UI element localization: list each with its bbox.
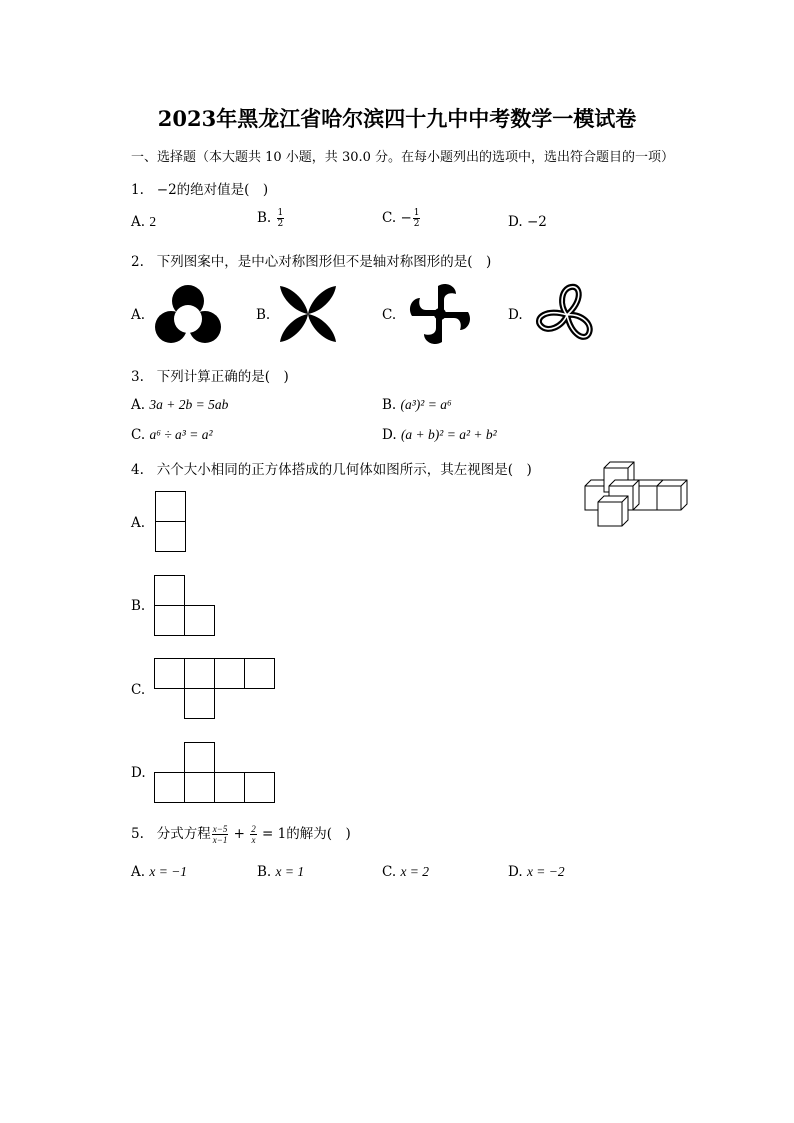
fraction: $\frac{x-5}{x-1}$: [212, 824, 228, 845]
cube-assembly-figure: [578, 460, 690, 528]
question-number: 1.: [131, 182, 144, 198]
three-lobed-flower-icon[interactable]: [152, 283, 224, 347]
option-3a[interactable]: A. 3a + 2b = 5ab: [131, 397, 229, 413]
question-2: 2. 下列图案中，是中心对称图形但不是轴对称图形的是( ): [131, 254, 492, 270]
question-1: [131, 178, 268, 198]
view-option-d[interactable]: [153, 741, 277, 805]
option-2a-label: A.: [131, 307, 146, 323]
fraction: $\frac{2}{x}$: [251, 824, 256, 845]
question-stem: 下列图案中，是中心对称图形但不是轴对称图形的是( ): [156, 254, 492, 270]
question-3: 3. 下列计算正确的是( ): [131, 369, 289, 385]
option-4b-label: B.: [131, 598, 146, 614]
three-loop-knot-icon[interactable]: [533, 281, 601, 345]
view-option-c[interactable]: [153, 657, 277, 721]
option-5a[interactable]: A. x = −1: [131, 864, 188, 880]
view-option-b[interactable]: [153, 574, 217, 638]
question-4: 4. 六个大小相同的正方体搭成的几何体如图所示，其左视图是( ): [131, 462, 532, 478]
option-3d[interactable]: D. (a + b)² = a² + b²: [382, 427, 497, 443]
question-stem: 下列计算正确的是( ): [156, 369, 289, 385]
option-2b-label: B.: [256, 307, 271, 323]
option-4c-label: C.: [131, 682, 146, 698]
question-stem: −2的绝对值是( ): [156, 182, 269, 198]
four-arm-pinwheel-icon[interactable]: [405, 279, 475, 349]
option-4d-label: D.: [131, 765, 146, 781]
fraction: $\frac{1}{2}$: [413, 208, 420, 229]
option-1d[interactable]: D. −2: [508, 214, 547, 230]
view-option-a[interactable]: [154, 490, 188, 554]
option-4a-label: A.: [131, 515, 146, 531]
question-5: 5. 分式方程 $\frac{x-5}{x-1}$ + $\frac{2}{x}$ = 1的解为( ): [131, 824, 351, 845]
four-petal-x-icon[interactable]: [278, 284, 338, 344]
section-heading: 一、选择题（本大题共 10 小题，共 30.0 分。在每小题列出的选项中，选出符合题目的一项）: [131, 150, 675, 165]
option-5b[interactable]: B. x = 1: [257, 864, 305, 880]
option-1c[interactable]: C. − $\frac{1}{2}$: [382, 208, 420, 229]
question-stem: 六个大小相同的正方体搭成的几何体如图所示，其左视图是( ): [156, 462, 532, 478]
option-2d-label: D.: [508, 307, 523, 323]
option-1a[interactable]: A. 2: [131, 214, 157, 230]
fraction: $\frac{1}{2}$: [277, 208, 284, 229]
option-3c[interactable]: C. a⁶ ÷ a³ = a²: [131, 427, 213, 443]
option-5c[interactable]: C. x = 2: [382, 864, 430, 880]
option-5d[interactable]: D. x = −2: [508, 864, 565, 880]
option-2c-label: C.: [382, 307, 397, 323]
option-3b[interactable]: B. (a³)² = a⁶: [382, 397, 452, 413]
page-title: 2023年黑龙江省哈尔滨四十九中中考数学一模试卷: [157, 106, 637, 131]
option-1b[interactable]: B. $\frac{1}{2}$: [257, 208, 284, 229]
